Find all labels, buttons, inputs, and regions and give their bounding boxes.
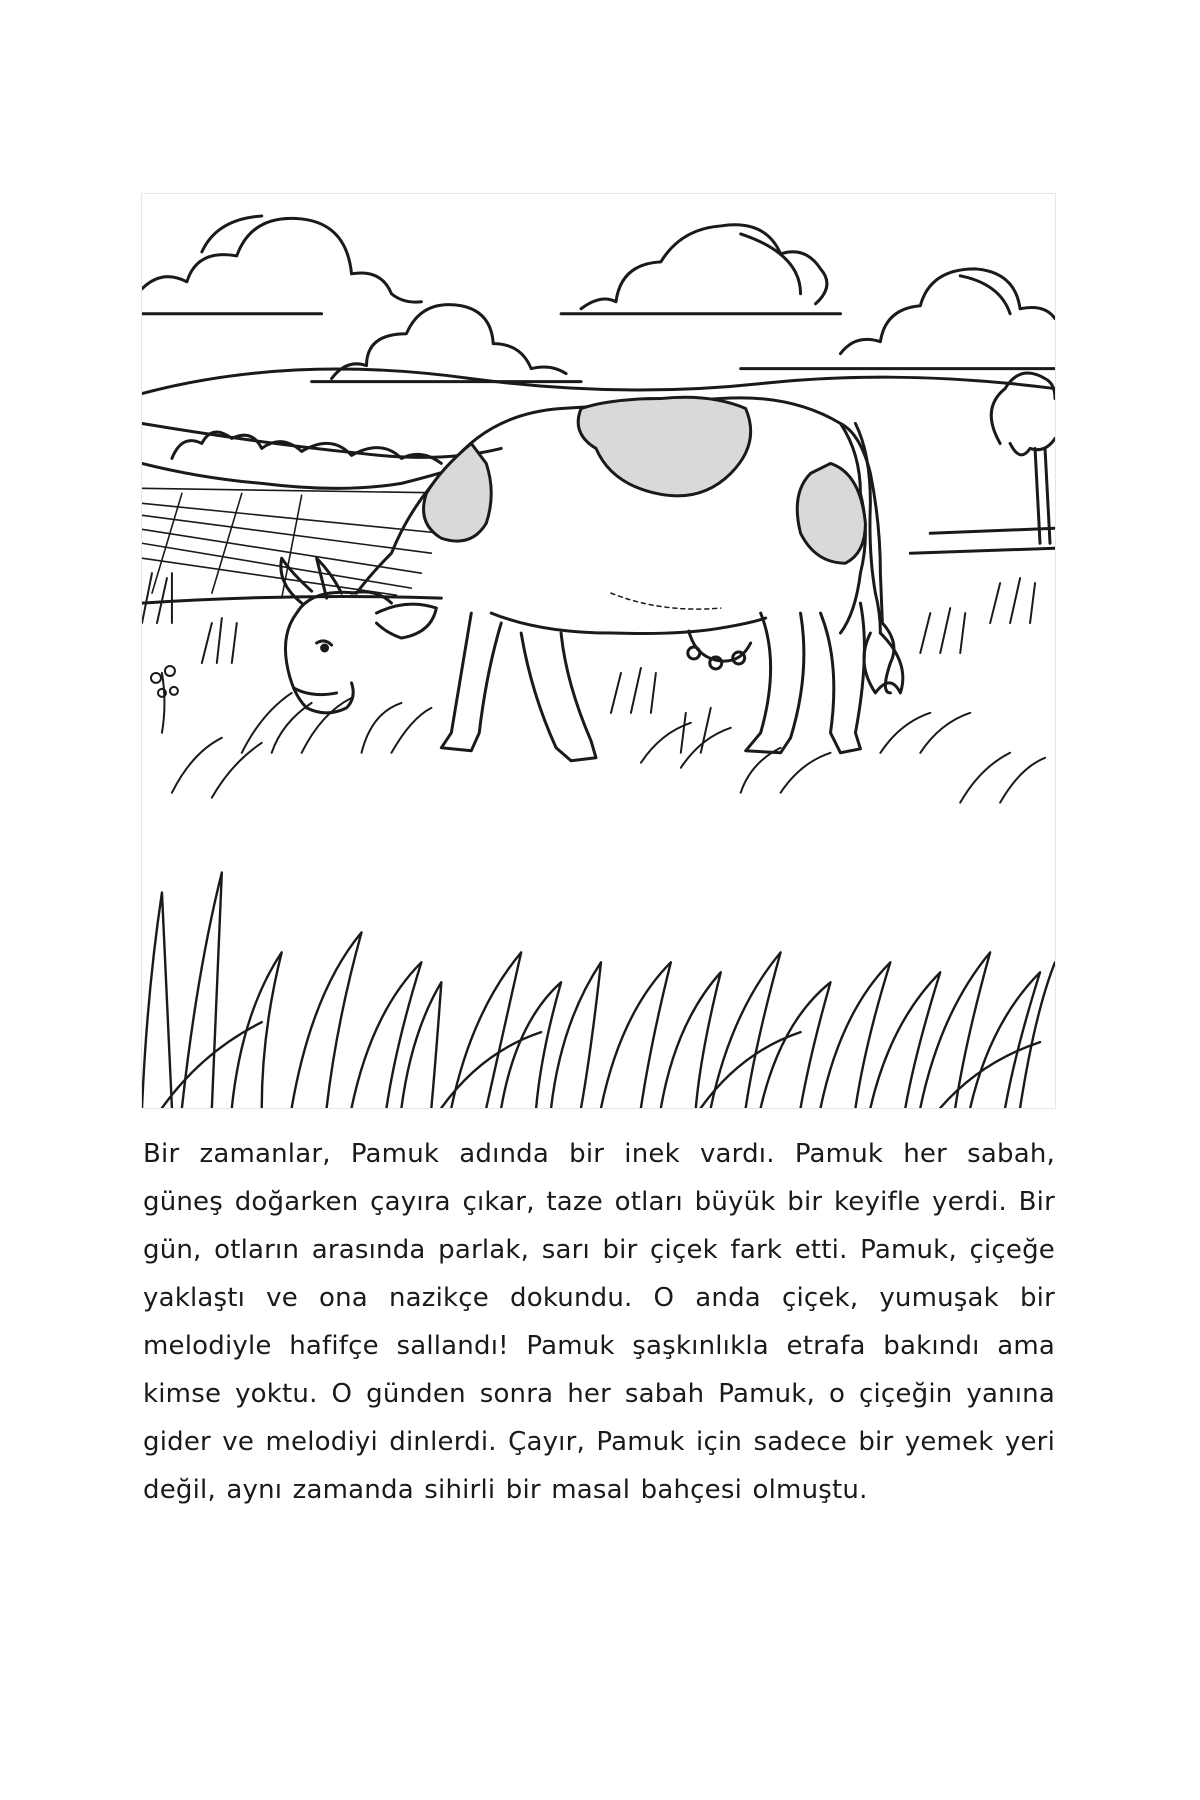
grass-tufts [142,573,1045,802]
cow [281,398,903,761]
coloring-illustration [141,193,1056,1109]
foreground-grass [142,873,1055,1108]
story-paragraph: Bir zamanlar, Pamuk adında bir inek vardı. Pamuk her sabah, güneş doğarken çayıra çıkar, taze otları büyük bir keyifle yerdi. Bir gün, otların arasında parlak, sarı bir çiçek fark etti. Pamuk, çiçeğe yaklaştı ve ona nazikçe dokundu. O anda çiçek, yumuşak bir melodiyle hafifçe sallandı! Pamuk şaşkınlıkla etrafa bakındı ama kimse yoktu. O günden sonra her sabah Pamuk, o çiçeğin yanına gider ve melodiyi dinlerdi. Çayır, Pamuk için sadece bir yemek yeri değil, aynı zamanda sihirli bir masal bahçesi olmuştu. [143,1139,1055,1505]
flower-sprig [151,666,178,733]
cloud-center-right [561,225,840,314]
plowed-field [142,488,471,598]
distant-hill [142,369,1055,394]
meadow-cow-drawing [142,194,1055,1108]
treeline [172,432,441,463]
tree-right [991,373,1055,543]
cloud-left [142,216,421,314]
cloud-right [741,269,1055,369]
cow-spots [424,397,866,563]
